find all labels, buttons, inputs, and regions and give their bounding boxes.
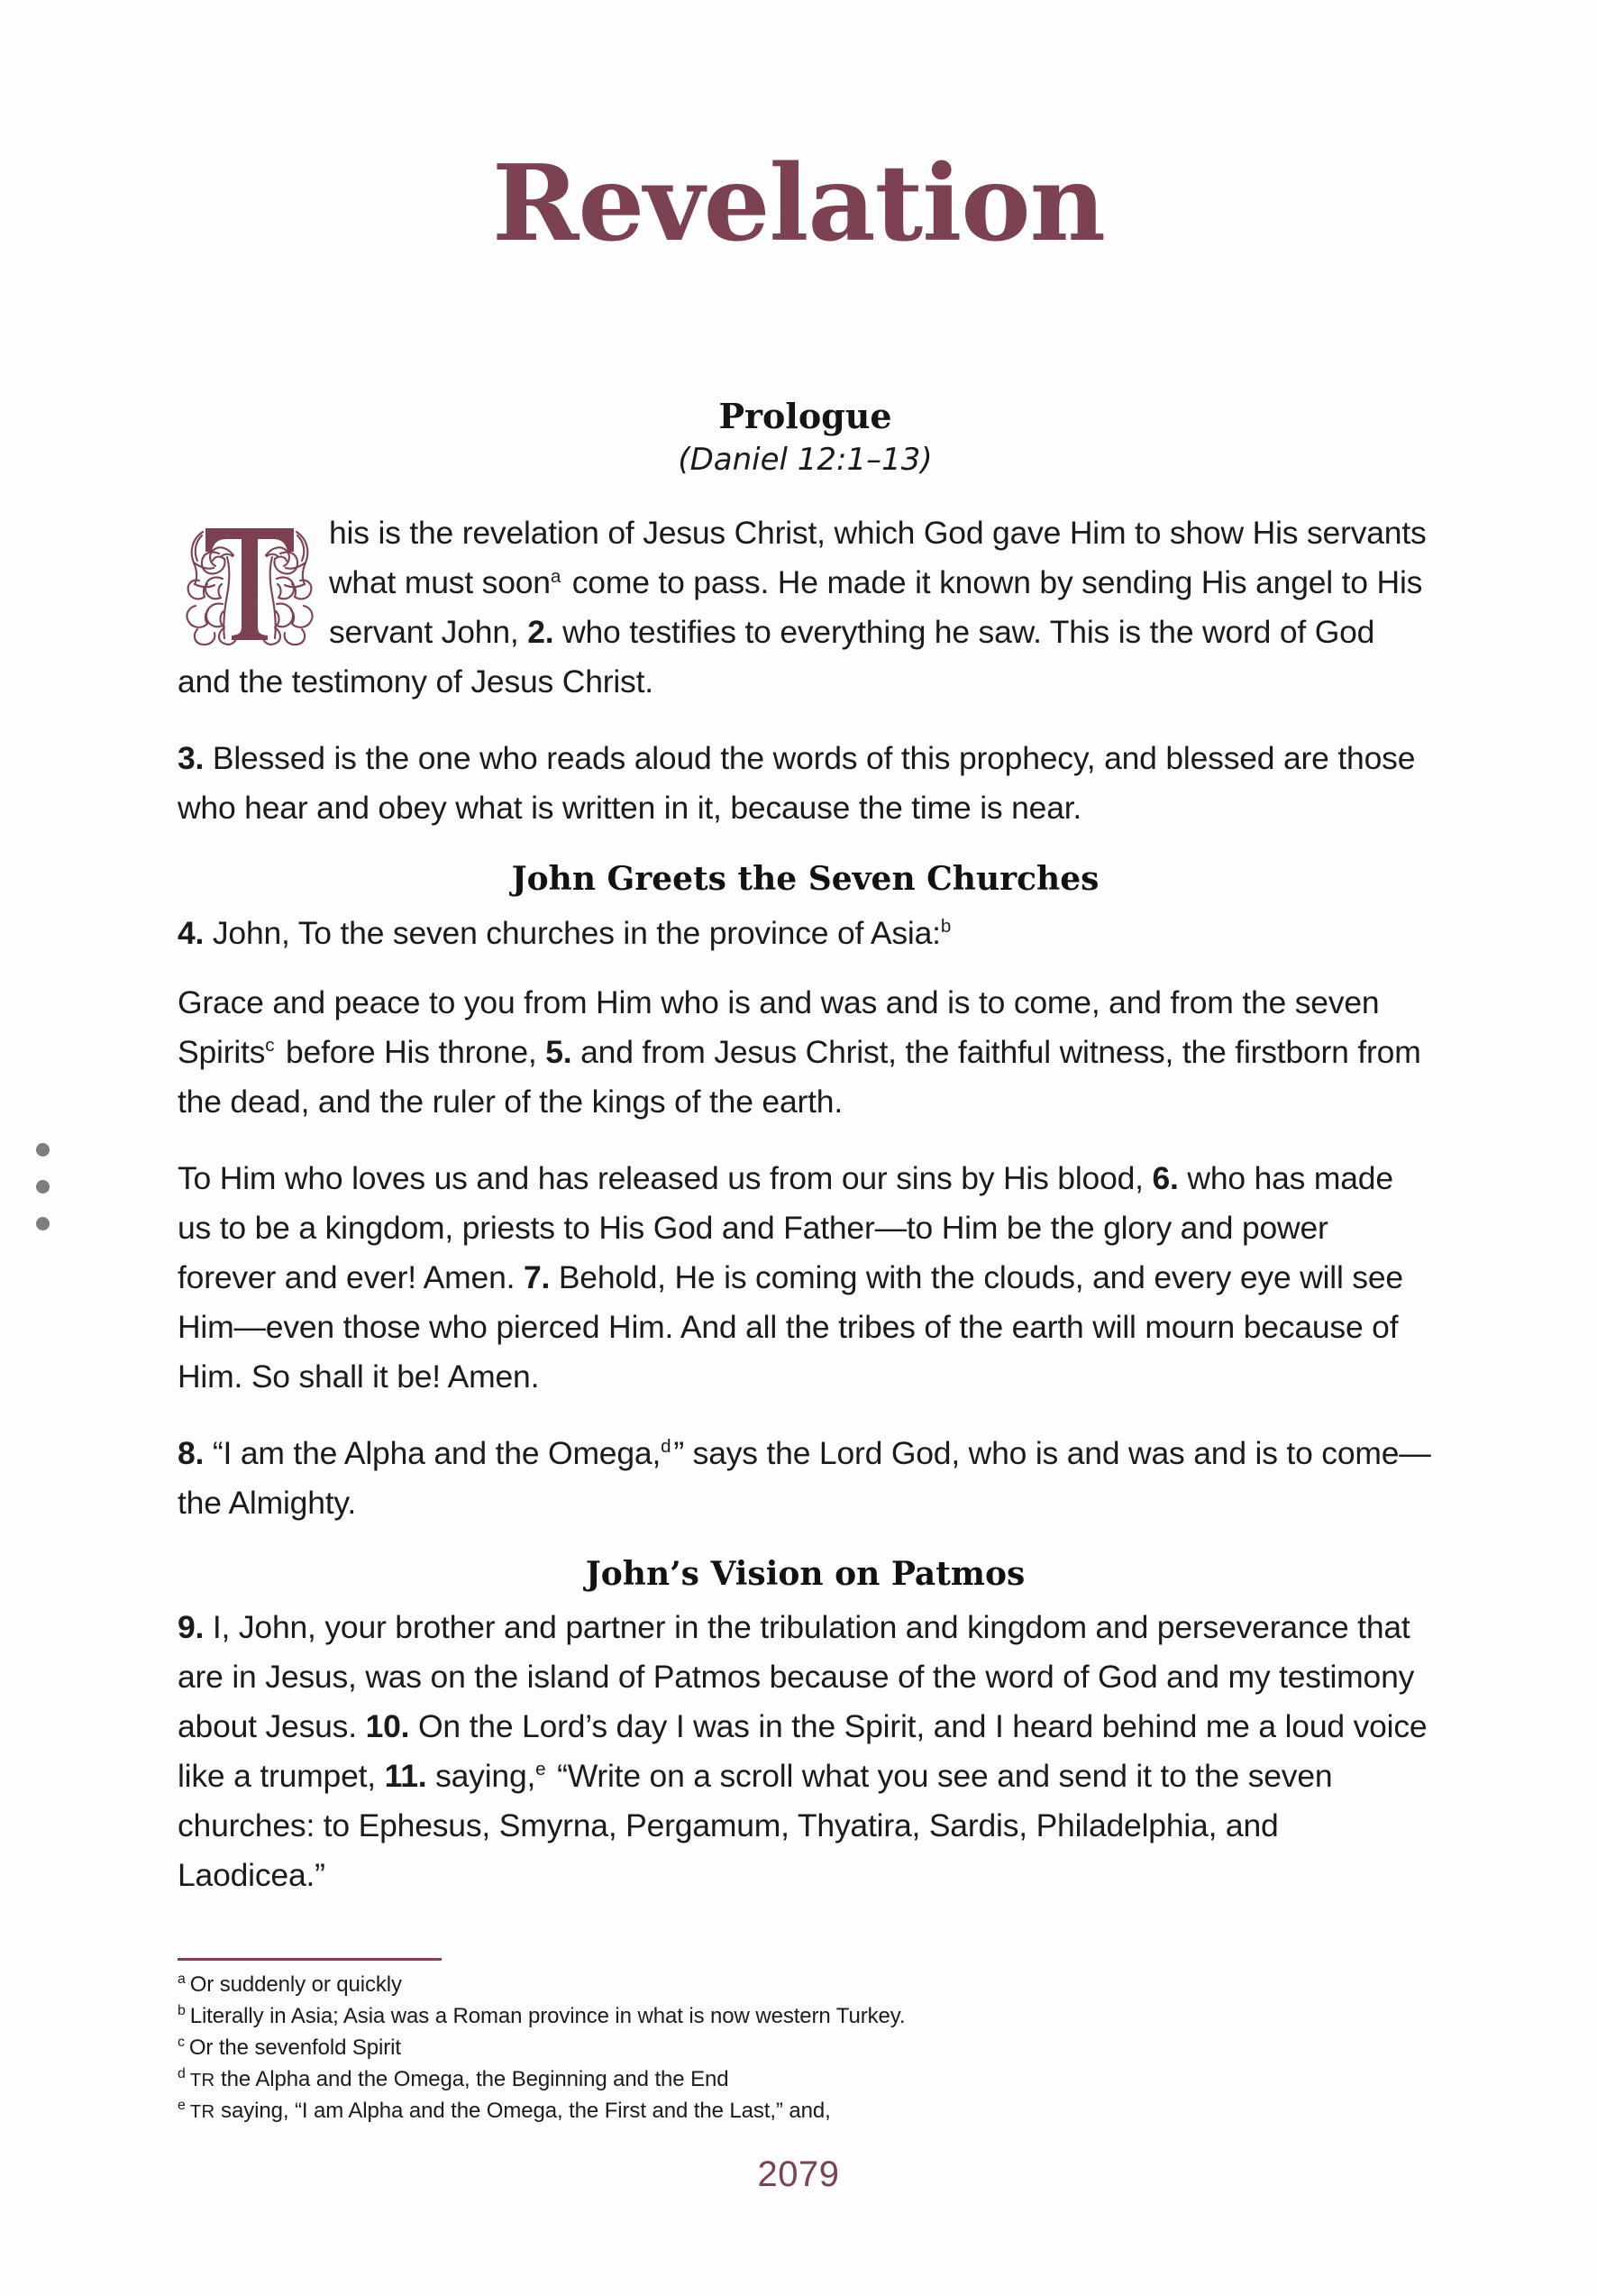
- footnote-marker: a: [178, 1971, 186, 1987]
- verse-5b-text: To Him who loves us and has released us from our sins by His blood,: [178, 1159, 1153, 1196]
- verse-number-7: 7.: [523, 1258, 551, 1295]
- verse-number-4: 4.: [178, 914, 205, 951]
- verse-4-text: John, To the seven churches in the province of Asia:: [204, 914, 941, 951]
- footnote-prefix: TR: [189, 2102, 215, 2122]
- footnote-marker: c: [178, 2035, 185, 2050]
- footnote-text: Or the sevenfold Spirit: [188, 2035, 401, 2060]
- verse-number-10: 10.: [365, 1707, 410, 1744]
- margin-dot: [36, 1143, 50, 1157]
- footnote-text: Literally in Asia; Asia was a Roman province in what is now western Turkey.: [189, 2004, 906, 2028]
- verse-number-2: 2.: [527, 614, 554, 651]
- paragraph-verse-1: [178, 508, 1433, 707]
- verse-number-9: 9.: [178, 1608, 205, 1645]
- paragraph-verse-4: [178, 909, 1433, 958]
- paragraph-verse-3: [178, 734, 1433, 833]
- verse-11-text-b: “Write on a scroll what you see and send it to the seven churches: to Ephesus, Smyrna, Pergamum, Thyatira, Sardis, Philadelphia, and Laodicea.”: [178, 1757, 1333, 1893]
- document-content: [178, 397, 1433, 1920]
- verse-number-3: 3.: [178, 740, 205, 777]
- verse-7-text: Behold, He is coming with the clouds, and every eye will see Him—even those who pierced Him. And all the tribes of the earth will mourn because of Him. So shall it be! Amen.: [178, 1258, 1403, 1395]
- footnote-divider: [178, 1958, 442, 1961]
- footnote-marker: e: [178, 2098, 186, 2113]
- verse-number-6: 6.: [1152, 1159, 1179, 1196]
- footnote-prefix: TR: [189, 2071, 215, 2090]
- footnote-ref-d[interactable]: d: [661, 1435, 671, 1457]
- page-number: 2079: [757, 2154, 840, 2194]
- verse-number-11: 11.: [384, 1757, 427, 1794]
- footnote-text: Or suddenly or quickly: [189, 1972, 402, 1997]
- verse-2-text: who testifies to everything he saw. This is the word of God and the testimony of Jesus Christ.: [178, 614, 1375, 700]
- margin-dot: [36, 1217, 50, 1230]
- footnote-item: [178, 2001, 1439, 2033]
- verse-8-text-a: “I am the Alpha and the Omega,: [204, 1434, 662, 1471]
- verse-4b-text: Grace and peace to you from Him who is and was and is to come, and from the seven Spirits: [178, 983, 1380, 1070]
- footnotes-block: [178, 1958, 1439, 2127]
- section-heading-johns-vision: John’s Vision on Patmos: [585, 1554, 1026, 1593]
- paragraph-verse-4b-5: [178, 978, 1433, 1127]
- footnote-text: saying, “I am Alpha and the Omega, the First and the Last,” and,: [214, 2099, 831, 2123]
- footnote-ref-c[interactable]: c: [265, 1034, 275, 1056]
- footnote-ref-b[interactable]: b: [940, 915, 952, 937]
- paragraph-verse-8: [178, 1429, 1433, 1528]
- verse-number-8: 8.: [178, 1434, 205, 1471]
- verse-3-text: Blessed is the one who reads aloud the words of this prophecy, and blessed are those who hear and obey what is written in it, because the time is near.: [178, 740, 1416, 827]
- footnote-text: the Alpha and the Omega, the Beginning and the End: [214, 2067, 729, 2091]
- verse-4c-text: before His throne,: [277, 1033, 546, 1070]
- margin-dot: [36, 1180, 50, 1194]
- footnote-marker: b: [178, 2003, 186, 2018]
- footnote-ref-a[interactable]: a: [550, 565, 561, 587]
- section-heading-john-greets: John Greets the Seven Churches: [511, 860, 1100, 899]
- paragraph-verse-5b-7: [178, 1154, 1433, 1402]
- footnote-item: [178, 2064, 1439, 2096]
- verse-1-text-a: his is the revelation of Jesus Christ, which God gave Him to show His servants what must soon: [329, 515, 1427, 601]
- section-subtitle-prologue: (Daniel 12:1–13): [678, 441, 933, 478]
- verse-9-text: I, John, your brother and partner in the tribulation and kingdom and perseverance that are in Jesus, was on the island of Patmos because of the word of God and my testimony about Jesus.: [178, 1608, 1415, 1744]
- verse-number-5: 5.: [545, 1033, 572, 1070]
- margin-dots-handle[interactable]: [36, 1143, 54, 1254]
- book-title: Revelation: [492, 142, 1105, 265]
- paragraph-verse-9-11: [178, 1603, 1433, 1900]
- footnote-item: [178, 2096, 1439, 2127]
- verse-1-text-b: come to pass. He made it known by sending His angel to His servant John,: [329, 564, 1423, 651]
- footnote-ref-e[interactable]: e: [535, 1759, 546, 1780]
- footnote-item: [178, 1970, 1439, 2001]
- verse-8-text-b: ” says the Lord God, who is and was and is to come—the Almighty.: [178, 1434, 1431, 1521]
- footnote-item: [178, 2033, 1439, 2064]
- section-heading-prologue: Prologue: [718, 396, 892, 436]
- verse-6-text: who has made us to be a kingdom, priests to His God and Father—to Him be the glory and power forever and ever! Amen.: [178, 1159, 1393, 1295]
- verse-11-text-a: saying,: [426, 1757, 536, 1794]
- verse-5-text: and from Jesus Christ, the faithful witness, the firstborn from the dead, and the ruler of the kings of the earth.: [178, 1033, 1421, 1120]
- verse-10-text: On the Lord’s day I was in the Spirit, and I heard behind me a loud voice like a trumpet,: [178, 1707, 1428, 1794]
- footnote-marker: d: [178, 2066, 186, 2081]
- ornamental-dropcap-icon: [178, 516, 322, 651]
